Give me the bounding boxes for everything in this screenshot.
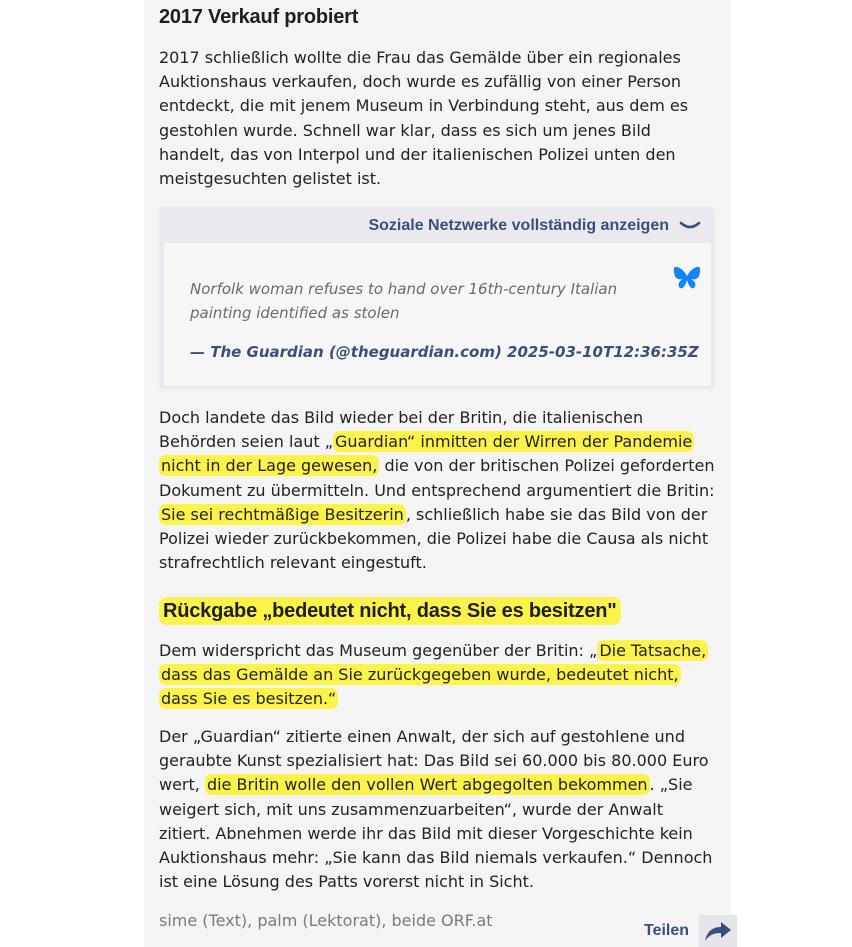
section-heading-1 xyxy=(159,6,719,29)
section-heading-2 xyxy=(159,600,719,623)
post-text: Norfolk woman refuses to hand over 16th-century Italian painting identified as stolen xyxy=(190,280,618,322)
show-social-label[interactable]: Soziale Netzwerke vollständig anzeigen xyxy=(368,217,669,234)
highlight-2: Sie sei rechtmäßige Besitzerin xyxy=(161,504,404,524)
paragraph-2: Doch landete das Bild wieder bei der Britin, die italienischen Behörden seien laut „ Guardian“ inmitten der Wirren der Pandemie nicht in der Lage gewesen, die von der britischen Polizei geforderten Dokument zu übermitteln. Und entsprechend argumentiert die Britin: Sie sei rechtmäßige Besitzerin , schließlich habe sie das Bild von der Polizei wieder zurückbekommen, die Polizei habe die Causa als nicht strafrechtlich relevant eingestuft. xyxy=(159,408,715,573)
section-heading-text: Rückgabe „bedeutet nicht, dass Sie es besitzen" xyxy=(159,597,621,625)
paragraph-1 xyxy=(159,46,719,191)
bluesky-butterfly-icon[interactable] xyxy=(672,263,702,293)
share-icon-box[interactable] xyxy=(699,915,737,947)
highlight-4: die Britin wolle den vollen Wert abgegolten bekommen xyxy=(206,775,648,795)
section-heading-text: 2017 Verkauf probiert xyxy=(159,6,359,28)
article-column xyxy=(144,0,731,947)
article-credits: sime (Text), palm (Lektorat), beide ORF.at xyxy=(159,911,493,930)
chevron-down-icon[interactable] xyxy=(679,220,701,232)
highlight-3: Die Tatsache, dass das Gemälde an Sie zurückgegeben wurde, bedeutet nicht, dass Sie es besitzen.“ xyxy=(161,641,707,709)
share-label[interactable]: Teilen xyxy=(644,922,690,939)
show-social-toggle[interactable] xyxy=(368,217,701,235)
paragraph-3: Dem widerspricht das Museum gegenüber der Britin: „ Die Tatsache, dass das Gemälde an Sie zurückgegeben wurde, bedeutet nicht, dass Sie es besitzen.“ xyxy=(159,641,707,709)
social-embed xyxy=(159,207,715,389)
paragraph-4: Der „Guardian“ zitierte einen Anwalt, der sich auf gestohlene und geraubte Kunst spezialisiert hat: Das Bild sei 60.000 bis 80.000 Euro wert, die Britin wolle den vollen Wert abgegolten bekommen . „Sie weigert sich, mit uns zusammenzuarbeiten“, wurde der Anwalt zitiert. Abnehmen werde ihr das Bild mit dieser Vorgeschichte kein Auktionshaus mehr: „Sie kann das Bild niemals verkaufen.“ Dennoch ist eine Lösung des Patts vorerst nicht in Sicht. xyxy=(159,727,713,892)
highlight-1: Guardian“ inmitten der Wirren der Pandemie nicht in der Lage gewesen, xyxy=(161,432,693,476)
social-post xyxy=(164,243,711,386)
post-author[interactable]: — The Guardian (@theguardian.com) 2025-03-10T12:36:35Z xyxy=(190,343,699,361)
paragraph-text: 2017 schließlich wollte die Frau das Gemälde über ein regionales Auktionshaus verkaufen, doch wurde es zufällig von einer Person entdeckt, die mit jenem Museum in Verbindung steht, aus dem es gestohlen wurde. Schnell war klar, dass es sich um jenes Bild handelt, das von Interpol und der italienischen Polizei unten den meistgesuchten gelistet ist. xyxy=(159,48,689,189)
share-button[interactable] xyxy=(644,915,737,947)
share-arrow-icon[interactable] xyxy=(703,919,733,943)
